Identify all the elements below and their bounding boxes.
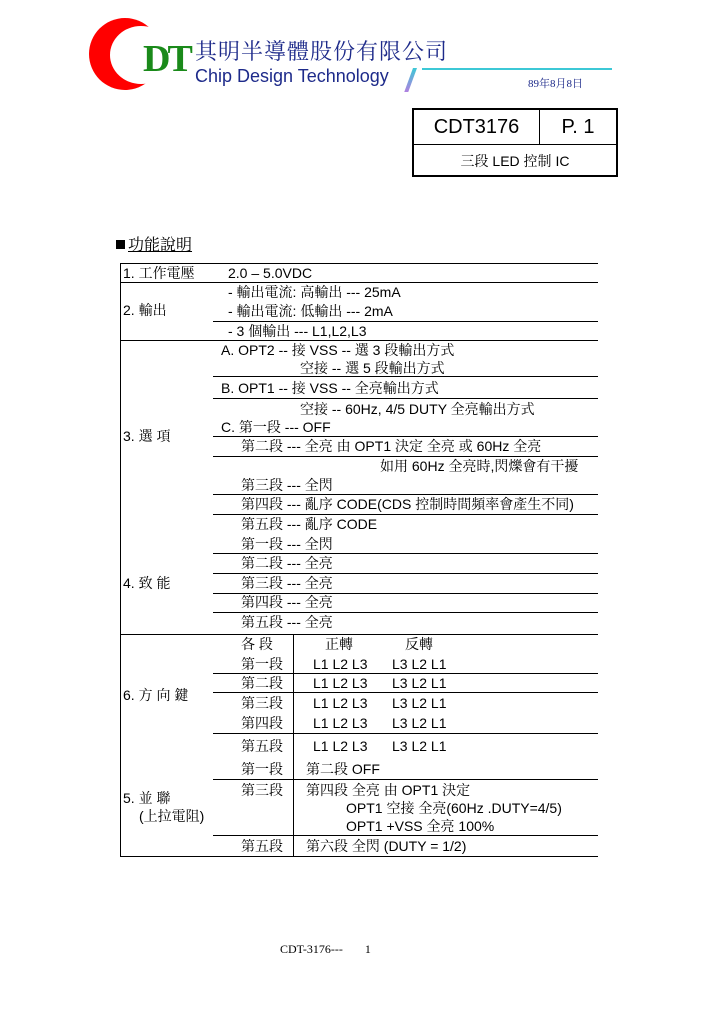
- row-divider: [120, 340, 598, 341]
- spec-label-parallel: 5. 並 聯: [123, 790, 171, 806]
- spec-label-options: 3. 選 項: [123, 428, 171, 444]
- header-slash-decoration: [404, 68, 417, 92]
- parallel-stage-desc: 第四段 全亮 由 OPT1 決定: [306, 782, 471, 798]
- spec-label-enable: 4. 致 能: [123, 575, 171, 591]
- output-high-current: - 輸出電流: 高輸出 --- 25mA: [228, 284, 401, 300]
- row-divider: [120, 856, 598, 857]
- product-info-box: [412, 108, 618, 177]
- option-c-stage2-note: 如用 60Hz 全亮時,閃爍會有干擾: [380, 458, 579, 474]
- direction-forward-header: 正轉: [325, 636, 353, 652]
- direction-forward: L1 L2 L3: [313, 656, 368, 672]
- option-c-stage3: 第三段 --- 全閃: [241, 477, 333, 493]
- section-heading-text: 功能說明: [128, 237, 193, 254]
- row-divider: [213, 692, 598, 693]
- direction-forward: L1 L2 L3: [313, 738, 368, 754]
- logo-letters: DT: [143, 38, 190, 80]
- enable-stage1: 第一段 --- 全閃: [241, 536, 333, 552]
- square-bullet-icon: [116, 240, 125, 249]
- direction-reverse-header: 反轉: [405, 636, 433, 652]
- table-left-border: [120, 263, 121, 857]
- direction-stage: 第二段: [241, 675, 283, 691]
- parallel-stage: 第五段: [241, 838, 283, 854]
- parallel-opt1-open: OPT1 空接 全亮(60Hz .DUTY=4/5): [346, 800, 562, 816]
- option-c-stage1: C. 第一段 --- OFF: [221, 419, 331, 435]
- direction-stage: 第五段: [241, 738, 283, 754]
- option-a-open: 空接 -- 選 5 段輸出方式: [300, 360, 445, 376]
- output-count: - 3 個輸出 --- L1,L2,L3: [228, 323, 367, 339]
- row-divider: [213, 398, 598, 399]
- row-divider: [213, 494, 598, 495]
- direction-forward: L1 L2 L3: [313, 675, 368, 691]
- page-footer: [280, 942, 371, 957]
- direction-reverse: L3 L2 L1: [392, 695, 447, 711]
- row-divider: [213, 514, 598, 515]
- direction-reverse: L3 L2 L1: [392, 675, 447, 691]
- footer-page-number: 1: [364, 942, 371, 956]
- column-divider: [293, 634, 294, 856]
- parallel-stage: 第一段: [241, 761, 283, 777]
- direction-reverse: L3 L2 L1: [392, 715, 447, 731]
- direction-stage: 第一段: [241, 656, 283, 672]
- option-a-vss: A. OPT2 -- 接 VSS -- 選 3 段輸出方式: [221, 342, 455, 358]
- page-label: P. 1: [561, 116, 595, 138]
- row-divider: [213, 779, 598, 780]
- option-c-stage5: 第五段 --- 亂序 CODE: [241, 516, 378, 532]
- direction-forward: L1 L2 L3: [313, 715, 368, 731]
- row-divider: [213, 436, 598, 437]
- product-box-top-row: [414, 110, 616, 145]
- direction-stage: 第四段: [241, 715, 283, 731]
- parallel-opt1-vss: OPT1 +VSS 全亮 100%: [346, 818, 495, 834]
- enable-stage2: 第二段 --- 全亮: [241, 555, 333, 571]
- footer-doc-id: CDT-3176---: [280, 942, 343, 956]
- option-b-open: 空接 -- 60Hz, 4/5 DUTY 全亮輸出方式: [300, 401, 535, 417]
- row-divider: [213, 456, 598, 457]
- direction-stage: 第三段: [241, 695, 283, 711]
- company-name-chinese: 其明半導體股份有限公司: [195, 39, 449, 64]
- row-divider: [120, 634, 598, 635]
- row-divider: [120, 282, 598, 283]
- parallel-stage-desc: 第二段 OFF: [306, 761, 380, 777]
- row-divider: [120, 263, 598, 264]
- row-divider: [213, 321, 598, 322]
- direction-reverse: L3 L2 L1: [392, 656, 447, 672]
- spec-label-output: 2. 輸出: [123, 302, 167, 318]
- row-divider: [213, 573, 598, 574]
- enable-stage5: 第五段 --- 全亮: [241, 614, 333, 630]
- parallel-stage: 第三段: [241, 782, 283, 798]
- enable-stage3: 第三段 --- 全亮: [241, 575, 333, 591]
- company-name-english: Chip Design Technology: [195, 66, 389, 86]
- output-low-current: - 輸出電流: 低輸出 --- 2mA: [228, 303, 393, 319]
- document-date: 89年8月8日: [528, 78, 583, 90]
- row-divider: [213, 376, 598, 377]
- section-heading: [116, 232, 192, 255]
- enable-stage4: 第四段 --- 全亮: [241, 594, 333, 610]
- direction-forward: L1 L2 L3: [313, 695, 368, 711]
- product-description: 三段 LED 控制 IC: [460, 153, 570, 169]
- direction-col-header: 各 段: [241, 636, 273, 652]
- option-c-stage4: 第四段 --- 亂序 CODE(CDS 控制時間頻率會產生不同): [241, 496, 574, 512]
- row-divider: [213, 835, 598, 836]
- direction-reverse: L3 L2 L1: [392, 738, 447, 754]
- row-divider: [213, 673, 598, 674]
- spec-label-parallel-note: (上拉電阻): [139, 808, 205, 824]
- option-b-vss: B. OPT1 -- 接 VSS -- 全亮輸出方式: [221, 380, 439, 396]
- spec-value-voltage: 2.0 – 5.0VDC: [228, 265, 313, 281]
- row-divider: [213, 733, 598, 734]
- header-rule: [422, 68, 612, 70]
- row-divider: [213, 553, 598, 554]
- option-c-stage2: 第二段 --- 全亮 由 OPT1 決定 全亮 或 60Hz 全亮: [241, 438, 542, 454]
- spec-label-voltage: 1. 工作電壓: [123, 265, 195, 281]
- spec-label-direction: 6. 方 向 鍵: [123, 687, 189, 703]
- part-number: CDT3176: [414, 110, 540, 144]
- parallel-stage-desc: 第六段 全閃 (DUTY = 1/2): [306, 838, 467, 854]
- row-divider: [213, 612, 598, 613]
